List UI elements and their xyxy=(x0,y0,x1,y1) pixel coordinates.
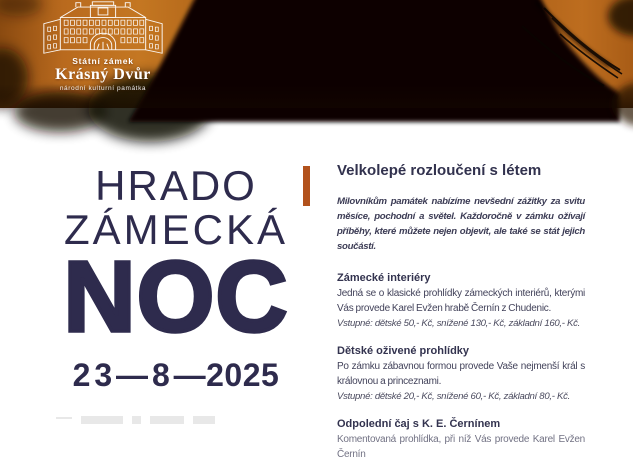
castle-icon xyxy=(39,1,167,55)
logo-title: Krásný Dvůr xyxy=(55,66,151,83)
header-banner-photo xyxy=(0,0,633,108)
section-body: Komentovaná prohlídka, při níž Vás provede Karel Evžen Černín xyxy=(337,434,585,460)
event-title-line1: HRADO xyxy=(95,162,257,209)
logo-subtitle-top: Státní zámek xyxy=(72,56,134,66)
article-intro: Milovníkům památek nabízíme nevšední zážitky za svitu měsíce, pochodní a světel. Každoročně v zámku ožívají příběhy, které můžete nejen objevit, ale také se stát jejich součástí. xyxy=(337,196,585,252)
section-title: Zámecké interiéry xyxy=(337,272,431,284)
program-section xyxy=(337,271,585,331)
faint-clipped-text xyxy=(56,414,256,421)
logo-subtitle-bottom: národní kulturní památka xyxy=(59,85,147,92)
section-price: Vstupné: dětské 20,- Kč, snížené 60,- Kč, základní 80,- Kč. xyxy=(337,391,570,402)
event-description xyxy=(337,160,585,460)
section-title: Dětské oživené prohlídky xyxy=(337,345,470,357)
section-price: Vstupné: dětské 50,- Kč, snížené 130,- Kč, základní 160,- Kč. xyxy=(337,318,581,329)
program-section xyxy=(337,417,585,460)
program-section xyxy=(337,344,585,404)
event-title-line3: NOC xyxy=(63,241,289,353)
event-date: 2 3 — 8 —2025 xyxy=(72,357,280,393)
section-title: Odpolední čaj s K. E. Černínem xyxy=(337,418,501,430)
event-title-block xyxy=(40,164,312,392)
event-title-line2: ZÁMECKÁ xyxy=(63,206,289,253)
section-body: Po zámku zábavnou formou provede Vaše nejmenší král s královnou a princeznami. xyxy=(337,361,585,387)
article-heading: Velkolepé rozloučení s létem xyxy=(337,162,542,179)
accent-bar xyxy=(303,166,310,206)
castle-logo xyxy=(30,1,176,93)
clipped-text-line xyxy=(337,432,585,460)
section-body: Jedná se o klasické prohlídky zámeckých interiérů, kterými Vás provede Karel Evžen hrabě Černín z Chudenic. xyxy=(337,288,585,314)
